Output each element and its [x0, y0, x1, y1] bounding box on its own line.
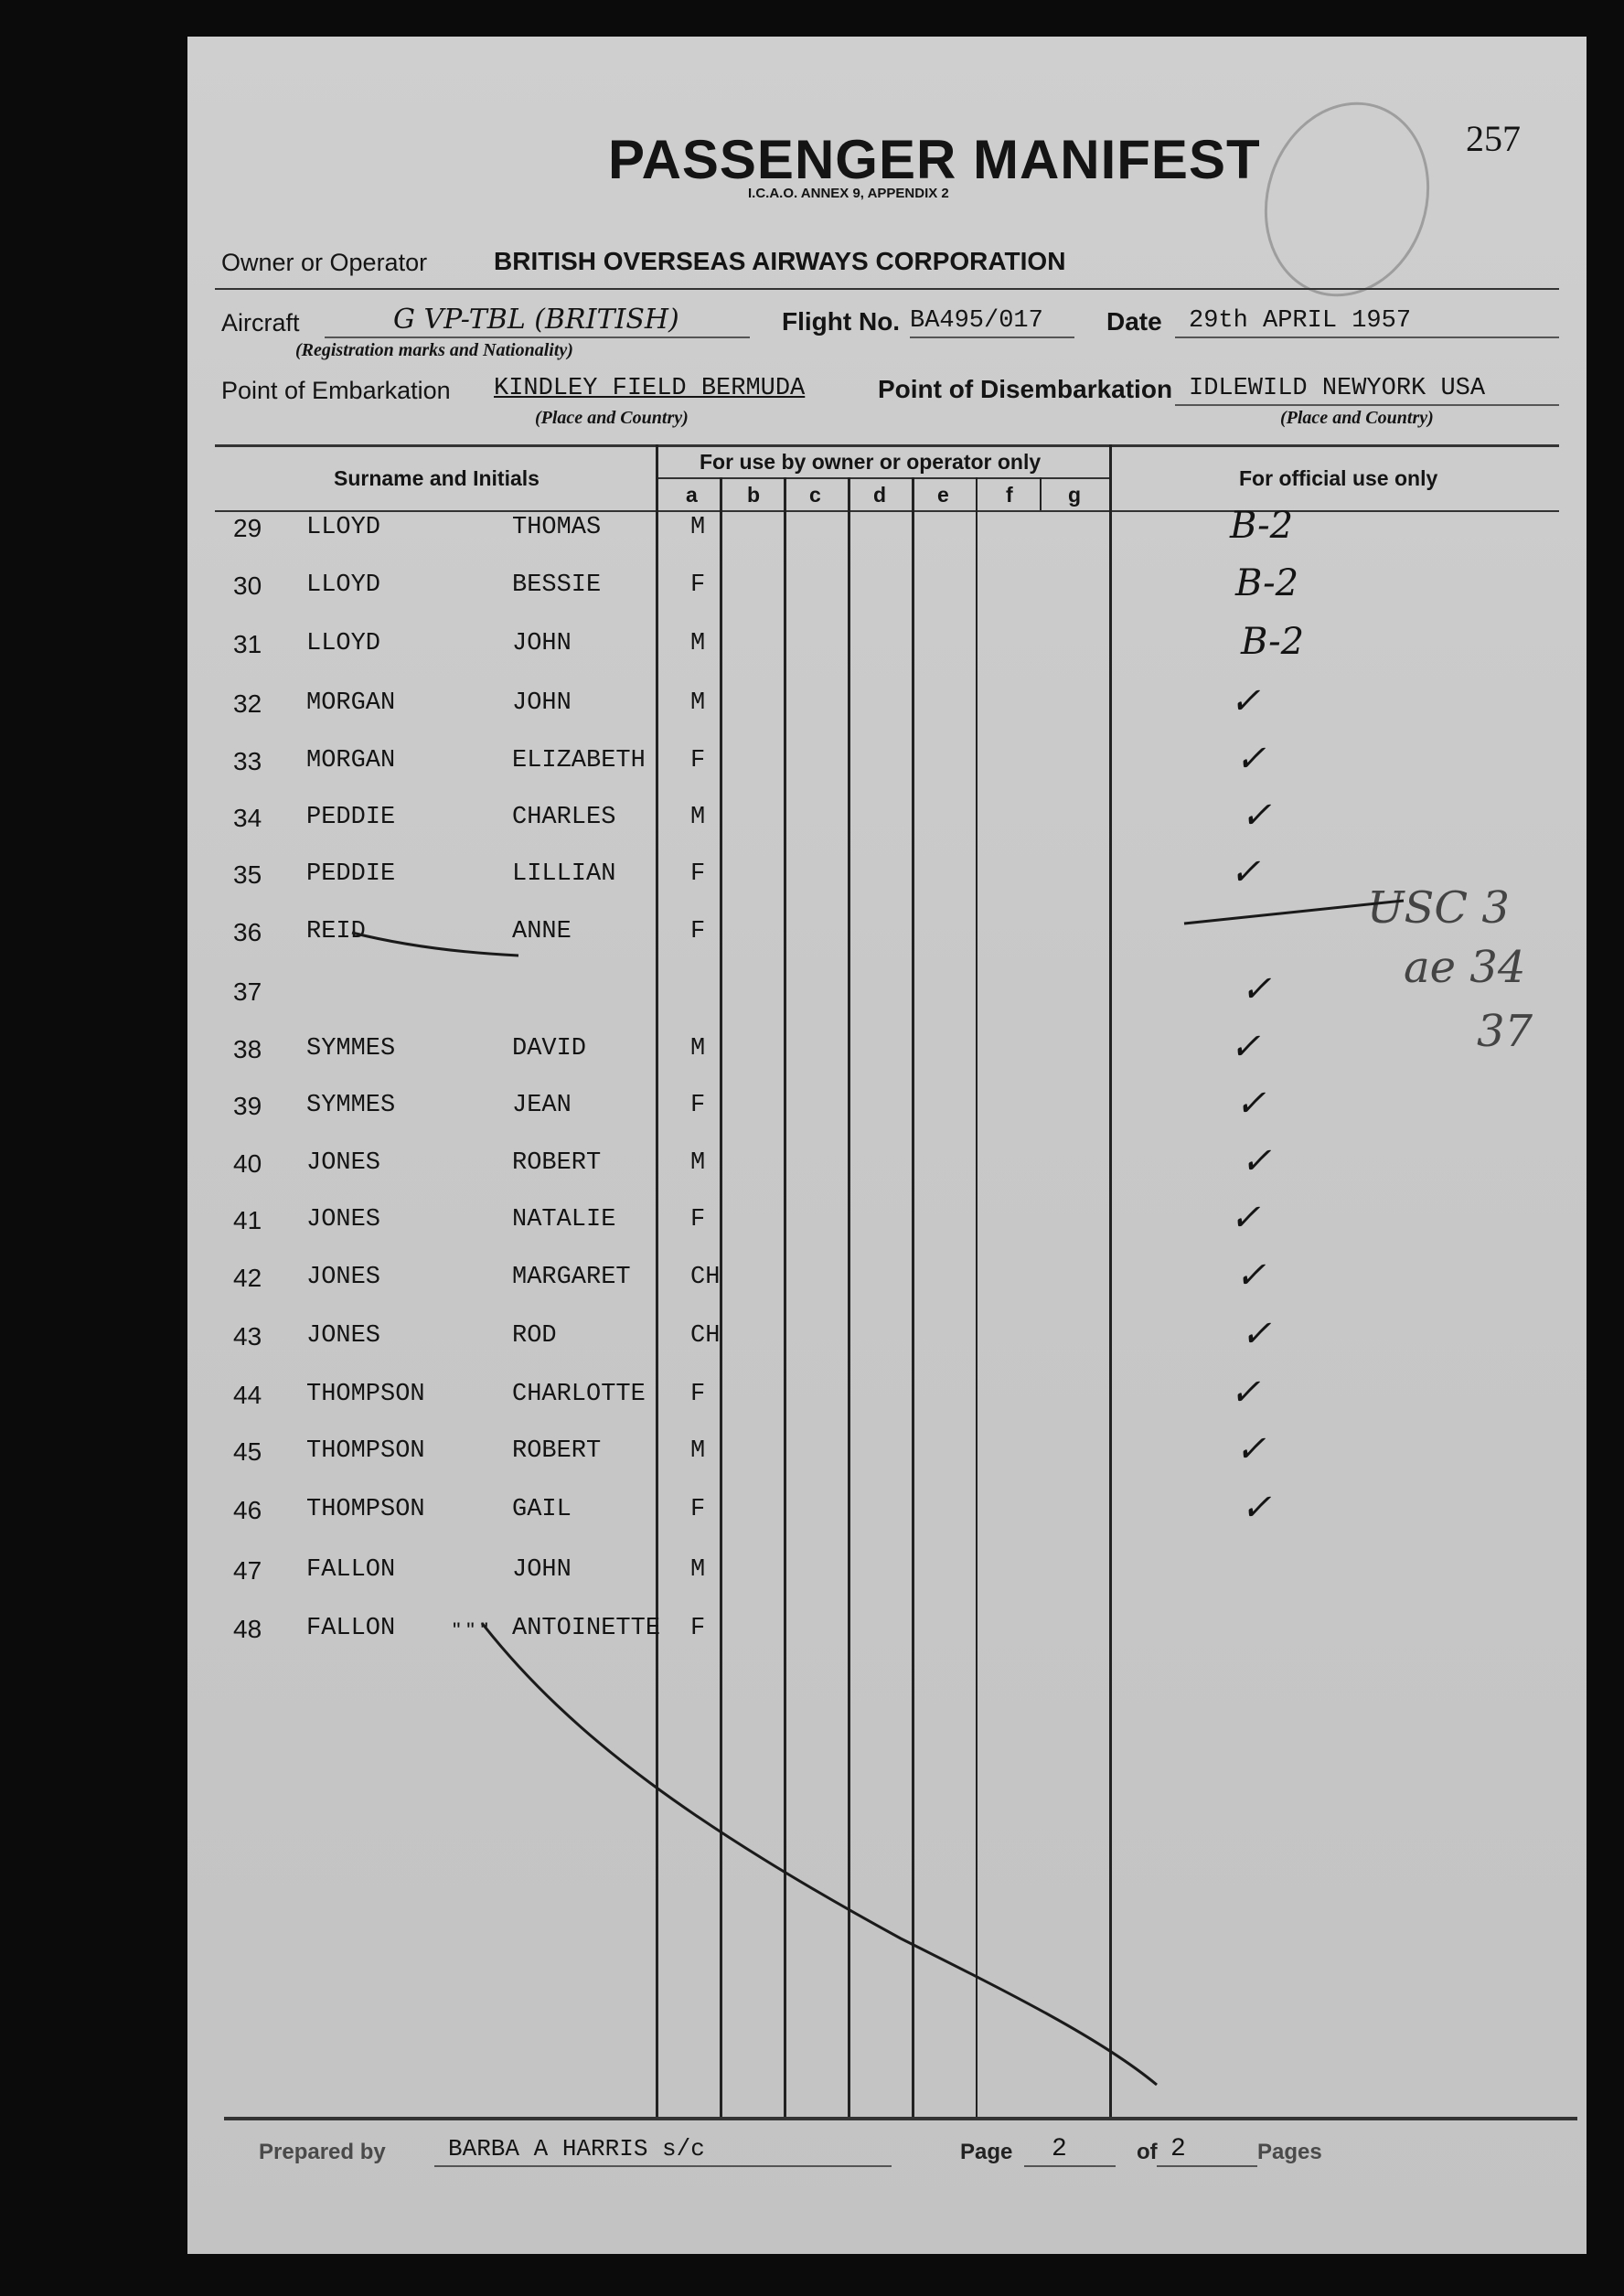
row-number: 30 — [233, 571, 262, 600]
flight-value: BA495/017 — [910, 307, 1043, 335]
column-e-header: e — [937, 483, 949, 507]
date-label: Date — [1106, 307, 1162, 336]
official-check-mark: ✓ — [1230, 680, 1261, 722]
sex-code: M — [690, 630, 706, 657]
row-number: 41 — [233, 1206, 262, 1234]
page-label: Page — [960, 2140, 1013, 2164]
official-check-mark: ✓ — [1235, 738, 1266, 780]
sex-code: M — [690, 1437, 706, 1465]
first-name: JOHN — [512, 630, 572, 657]
official-note-3: 37 — [1477, 1006, 1533, 1057]
of-underline — [1157, 2165, 1257, 2167]
column-b-header: b — [747, 483, 761, 507]
aircraft-note: (Registration marks and Nationality) — [295, 340, 573, 360]
row-number: 39 — [233, 1092, 262, 1120]
first-name: CHARLES — [512, 804, 616, 831]
name-column-header: Surname and Initials — [334, 466, 540, 490]
surname: SYMMES — [306, 1092, 396, 1119]
surname: PEDDIE — [306, 804, 396, 831]
row-number: 38 — [233, 1035, 262, 1063]
row-number: 48 — [233, 1615, 262, 1643]
page-underline — [1024, 2165, 1116, 2167]
surname: THOMPSON — [306, 1381, 425, 1408]
embarkation-label: Point of Embarkation — [221, 377, 451, 404]
official-check-mark: ✓ — [1230, 1197, 1261, 1239]
surname: PEDDIE — [306, 860, 396, 888]
embarkation-value: KINDLEY FIELD BERMUDA — [494, 375, 806, 402]
official-check-mark: ✓ — [1241, 968, 1272, 1010]
sex-code: F — [690, 918, 706, 945]
first-name: ANTOINETTE — [512, 1615, 661, 1642]
row-number: 47 — [233, 1556, 262, 1585]
of-label: of — [1137, 2140, 1158, 2164]
sex-code: F — [690, 1615, 706, 1642]
official-check-mark: B-2 — [1230, 505, 1294, 547]
first-name: DAVID — [512, 1035, 587, 1063]
row-number: 32 — [233, 689, 262, 718]
first-name: ELIZABETH — [512, 747, 646, 774]
official-check-mark: ✓ — [1241, 795, 1272, 837]
sex-code: M — [690, 689, 706, 717]
operator-column-header: For use by owner or operator only — [700, 450, 1042, 474]
row-number: 42 — [233, 1264, 262, 1292]
aircraft-value: G VP-TBL (BRITISH) — [393, 304, 679, 336]
surname: LLOYD — [306, 571, 381, 599]
official-note-2: ae 34 — [1404, 942, 1526, 993]
row-number: 37 — [233, 977, 262, 1006]
cancellation-stroke — [482, 1623, 1157, 2085]
page-number: 257 — [1466, 118, 1521, 159]
disembarkation-label: Point of Disembarkation — [878, 375, 1173, 403]
surname: LLOYD — [306, 514, 381, 541]
official-check-mark: B-2 — [1241, 621, 1305, 663]
surname: MORGAN — [306, 689, 396, 717]
surname: JONES — [306, 1264, 381, 1291]
first-name: ROBERT — [512, 1437, 602, 1465]
official-check-mark: ✓ — [1241, 1487, 1272, 1529]
sex-code: F — [690, 1381, 706, 1408]
sex-code: F — [690, 1496, 706, 1523]
row-number: 45 — [233, 1437, 262, 1466]
disembarkation-value: IDLEWILD NEWYORK USA — [1189, 375, 1486, 402]
first-name: CHARLOTTE — [512, 1381, 646, 1408]
surname: THOMPSON — [306, 1496, 425, 1523]
official-check-mark: ✓ — [1235, 1083, 1266, 1125]
first-name: MARGARET — [512, 1264, 631, 1291]
page-value: 2 — [1052, 2135, 1067, 2163]
sex-code: F — [690, 1206, 706, 1233]
first-name: GAIL — [512, 1496, 572, 1523]
first-name: JOHN — [512, 1556, 572, 1584]
surname: SYMMES — [306, 1035, 396, 1063]
row-number: 36 — [233, 918, 262, 946]
pages-label: Pages — [1257, 2140, 1322, 2164]
first-name: NATALIE — [512, 1206, 616, 1233]
ditto-marks: " " " — [453, 1618, 488, 1643]
official-check-mark: ✓ — [1230, 851, 1261, 893]
surname: MORGAN — [306, 747, 396, 774]
disembarkation-note: (Place and Country) — [1280, 408, 1434, 428]
sex-code: F — [690, 571, 706, 599]
surname: JONES — [306, 1322, 381, 1350]
row-number: 29 — [233, 514, 262, 542]
column-c-header: c — [809, 483, 821, 507]
sex-code: M — [690, 514, 706, 541]
official-check-mark: ✓ — [1241, 1140, 1272, 1182]
surname: JONES — [306, 1149, 381, 1177]
first-name: ROBERT — [512, 1149, 602, 1177]
page-subtitle: I.C.A.O. ANNEX 9, APPENDIX 2 — [748, 186, 949, 201]
prepared-by-label: Prepared by — [259, 2140, 386, 2164]
sex-code: M — [690, 804, 706, 831]
aircraft-label: Aircraft — [221, 309, 300, 336]
first-name: THOMAS — [512, 514, 602, 541]
first-name: ANNE — [512, 918, 572, 945]
surname: FALLON — [306, 1556, 396, 1584]
first-name: JOHN — [512, 689, 572, 717]
official-check-mark: ✓ — [1230, 1372, 1261, 1414]
column-f-header: f — [1006, 483, 1013, 507]
row-number: 46 — [233, 1496, 262, 1524]
official-note-1: USC 3 — [1367, 882, 1510, 934]
surname: FALLON — [306, 1615, 396, 1642]
footer-rule — [224, 2117, 1577, 2120]
surname: REID — [306, 918, 366, 945]
surname: LLOYD — [306, 630, 381, 657]
official-check-mark: ✓ — [1241, 1313, 1272, 1355]
prepared-by-value: BARBA A HARRIS s/c — [448, 2135, 705, 2163]
row-number: 40 — [233, 1149, 262, 1178]
sex-code: F — [690, 747, 706, 774]
official-column-header: For official use only — [1239, 466, 1438, 490]
sex-code: M — [690, 1556, 706, 1584]
column-d-header: d — [873, 483, 887, 507]
date-value: 29th APRIL 1957 — [1189, 307, 1412, 335]
row-number: 33 — [233, 747, 262, 775]
flight-label: Flight No. — [782, 307, 901, 336]
sex-code: CH — [690, 1264, 721, 1291]
row-number: 35 — [233, 860, 262, 889]
owner-label: Owner or Operator — [221, 249, 428, 276]
first-name: BESSIE — [512, 571, 602, 599]
strike-line-row-37 — [352, 933, 518, 956]
embarkation-note: (Place and Country) — [535, 408, 689, 428]
prepared-by-underline — [434, 2165, 892, 2167]
row-number: 34 — [233, 804, 262, 832]
sex-code: M — [690, 1035, 706, 1063]
surname: JONES — [306, 1206, 381, 1233]
row-number: 31 — [233, 630, 262, 658]
pen-strokes — [187, 37, 1587, 2254]
first-name: LILLIAN — [512, 860, 616, 888]
surname: THOMPSON — [306, 1437, 425, 1465]
sex-code: CH — [690, 1322, 721, 1350]
row-number: 43 — [233, 1322, 262, 1351]
sex-code: M — [690, 1149, 706, 1177]
column-a-header: a — [686, 483, 698, 507]
manifest-sheet — [187, 37, 1587, 2254]
owner-value: BRITISH OVERSEAS AIRWAYS CORPORATION — [494, 247, 1066, 275]
official-check-mark: ✓ — [1235, 1255, 1266, 1297]
official-check-mark: B-2 — [1235, 562, 1299, 604]
row-number: 44 — [233, 1381, 262, 1409]
first-name: JEAN — [512, 1092, 572, 1119]
first-name: ROD — [512, 1322, 557, 1350]
official-check-mark: ✓ — [1230, 1026, 1261, 1068]
of-value: 2 — [1170, 2135, 1186, 2163]
page-title: PASSENGER MANIFEST — [608, 129, 1261, 190]
sex-code: F — [690, 860, 706, 888]
sex-code: F — [690, 1092, 706, 1119]
official-check-mark: ✓ — [1235, 1428, 1266, 1470]
official-dash — [1184, 901, 1404, 924]
column-g-header: g — [1068, 483, 1082, 507]
